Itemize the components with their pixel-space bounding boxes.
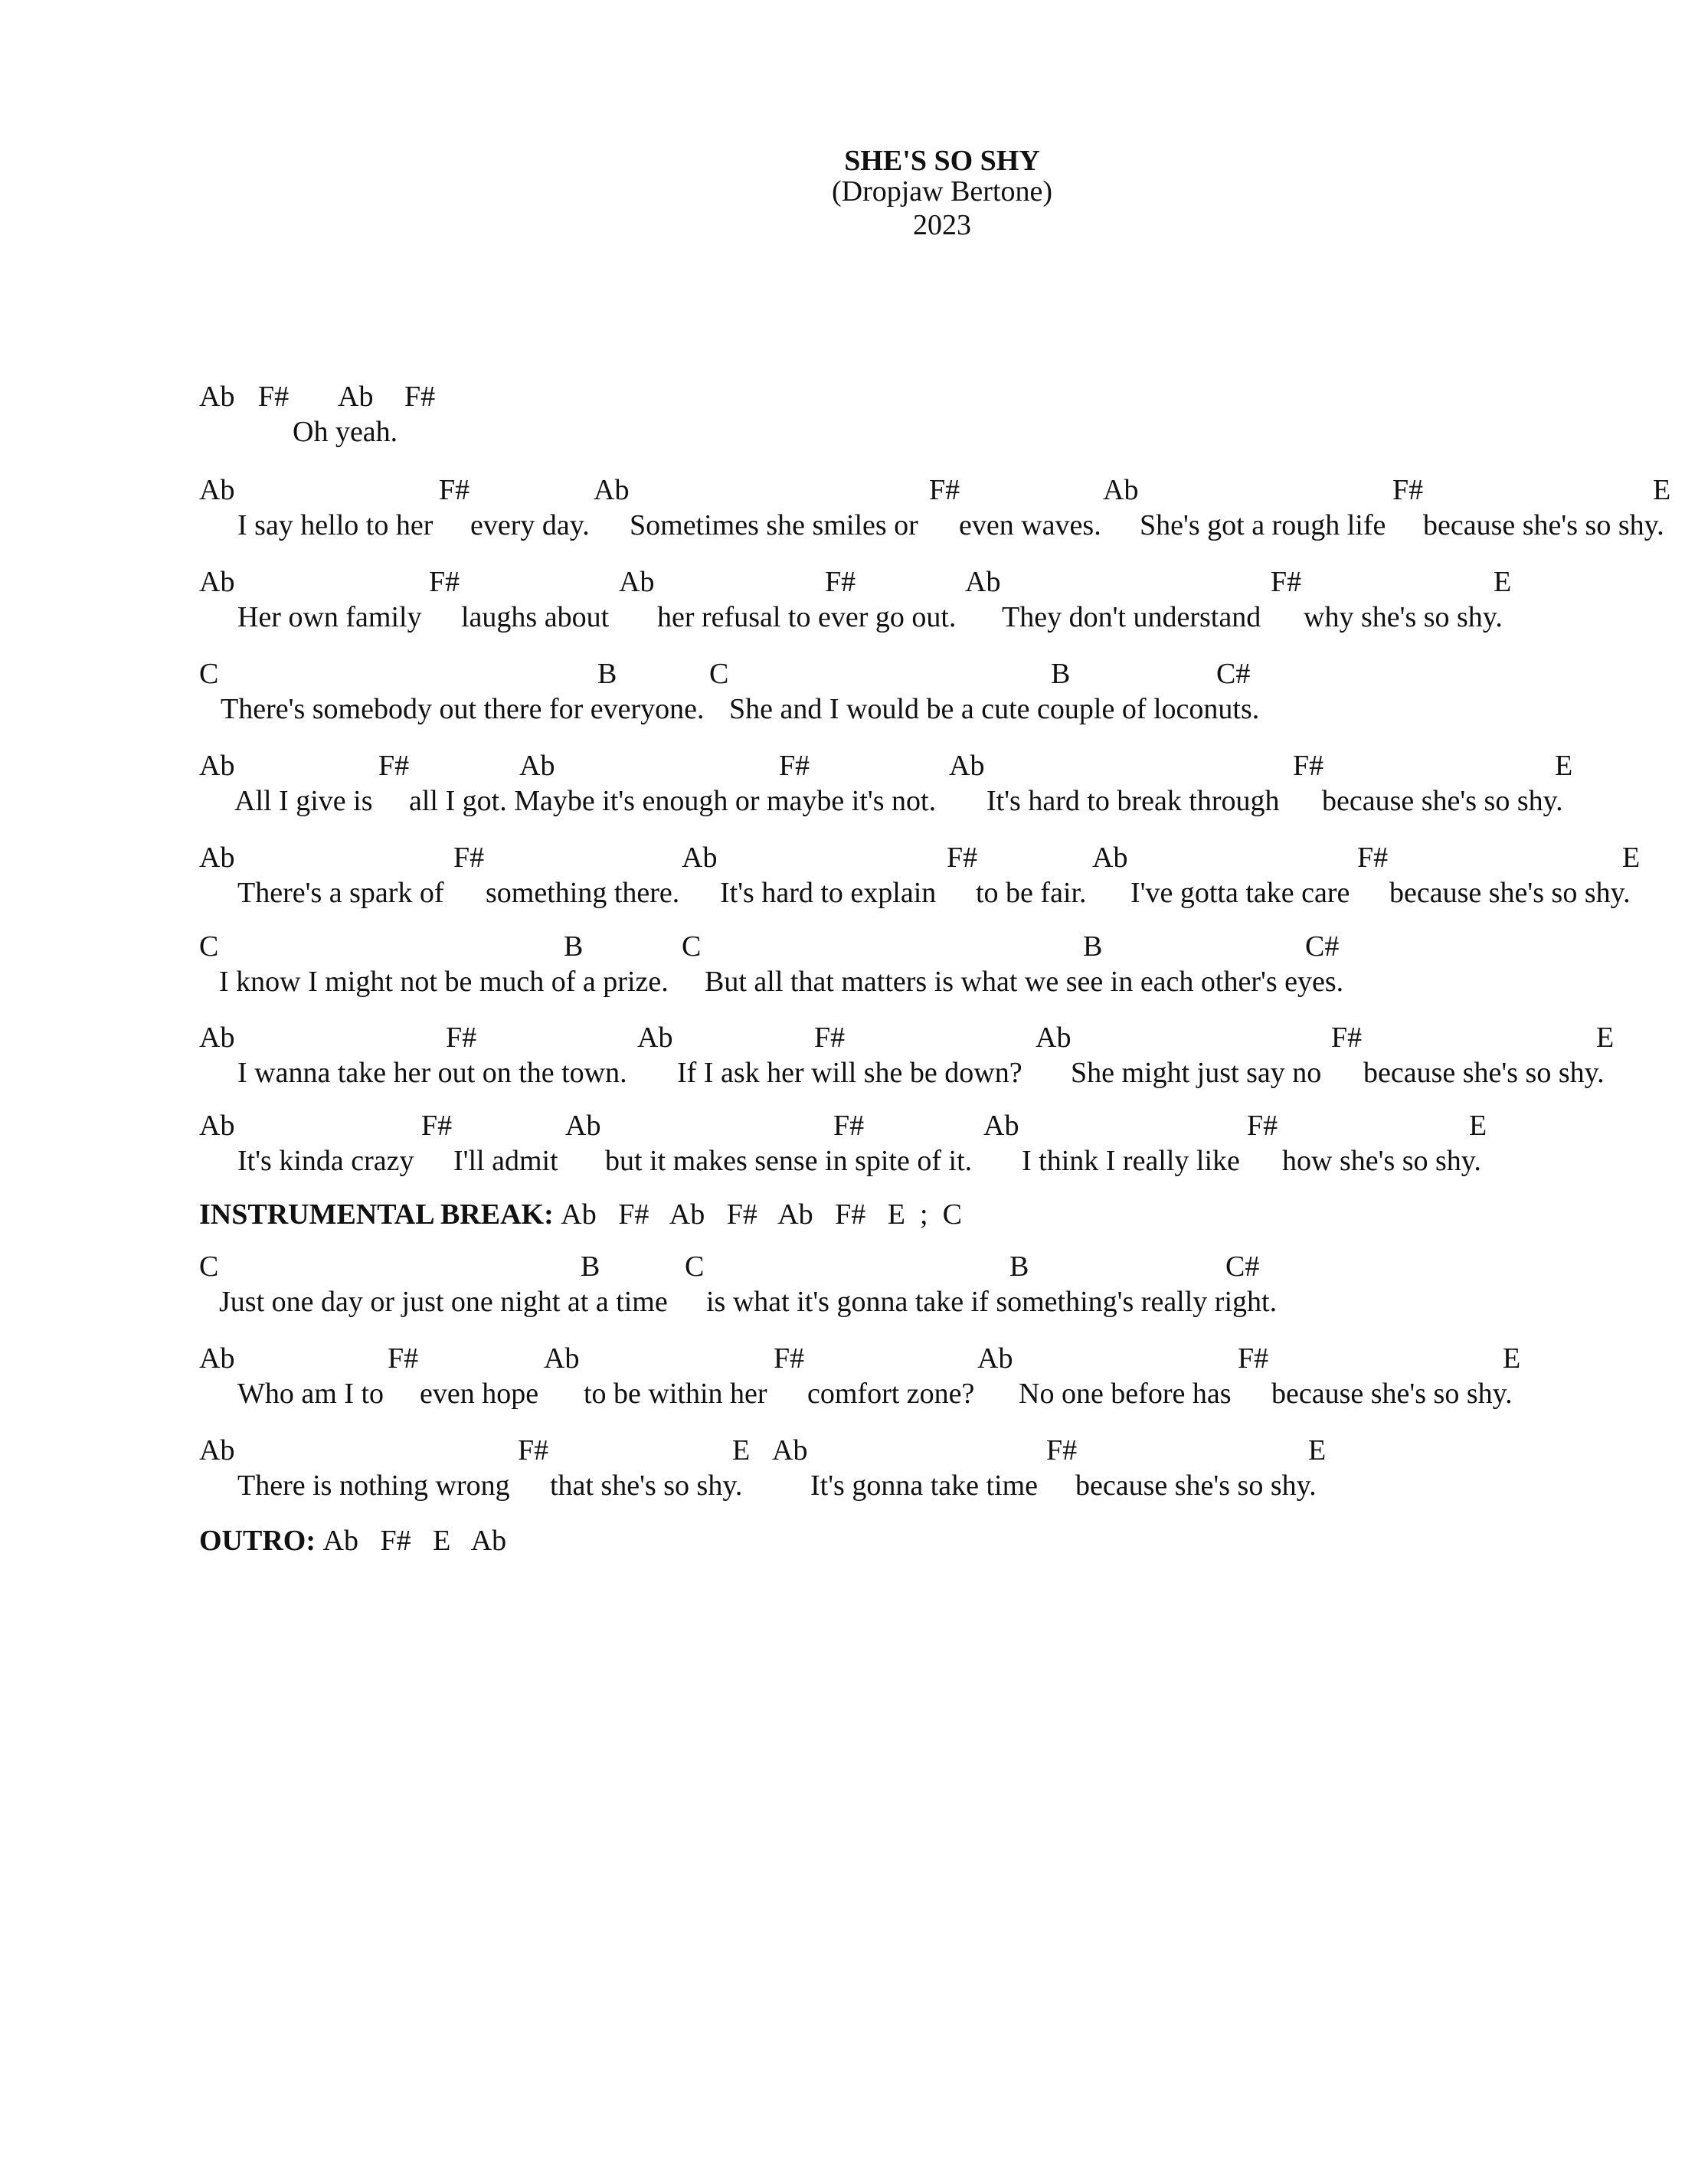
- chord: Ab: [519, 750, 555, 782]
- chord-line: [0, 841, 1685, 875]
- chord: Ab: [619, 566, 655, 598]
- chord: F#: [1392, 474, 1424, 506]
- lyric: There is nothing wrong: [237, 1470, 510, 1502]
- chord: E: [1653, 474, 1671, 506]
- chord: F#: [1357, 842, 1389, 874]
- lyric-line: [0, 1377, 1685, 1411]
- chord: E: [732, 1434, 751, 1466]
- lyric: because she's so shy.: [1363, 1057, 1605, 1089]
- chord-line: [0, 657, 1685, 691]
- lyric: There's somebody out there for everyone.: [221, 693, 705, 725]
- chord: C: [199, 930, 219, 963]
- chord: F#: [825, 566, 856, 598]
- chord: Ab: [637, 1022, 673, 1054]
- lyric: every day.: [470, 509, 590, 541]
- chord: Ab: [199, 1434, 235, 1466]
- chord: F#: [1271, 566, 1302, 598]
- lyric: Just one day or just one night at a time: [219, 1286, 668, 1318]
- lyric: why she's so shy.: [1304, 601, 1503, 633]
- chord: F#: [774, 1342, 805, 1375]
- lyric: No one before has: [1019, 1378, 1232, 1410]
- lyric: It's hard to explain: [720, 877, 937, 909]
- chord: Ab: [199, 842, 235, 874]
- chord: Ab: [1036, 1022, 1072, 1054]
- chord: F#: [1046, 1434, 1078, 1466]
- chord: C#: [1305, 930, 1340, 963]
- chord: E: [1503, 1342, 1521, 1375]
- lyric: It's gonna take time: [810, 1470, 1039, 1502]
- lyric: But all that matters is what we see in each other's eyes.: [705, 966, 1344, 998]
- lyric-line: [0, 415, 1685, 449]
- chord: Ab: [594, 474, 630, 506]
- lyric: She might just say no: [1071, 1057, 1322, 1089]
- chord: F#: [453, 842, 485, 874]
- lyric: It's kinda crazy: [237, 1145, 414, 1177]
- lyric: If I ask her will she be down?: [677, 1057, 1022, 1089]
- chord: Ab: [199, 474, 235, 506]
- lyric: I wanna take her out on the town.: [237, 1057, 627, 1089]
- lyric: She and I would be a cute couple of loconuts.: [729, 693, 1260, 725]
- chord: F#: [1247, 1110, 1278, 1142]
- lyric: I say hello to her: [237, 509, 434, 541]
- chord-line: [0, 380, 1685, 414]
- outro: [199, 1524, 506, 1558]
- lyric: Sometimes she smiles or: [630, 509, 918, 541]
- lyric: Who am I to: [237, 1378, 384, 1410]
- chord-line: [0, 1434, 1685, 1467]
- chord: Ab: [949, 750, 985, 782]
- chord: F#: [1293, 750, 1324, 782]
- chord: C: [709, 658, 729, 690]
- chord: Ab: [544, 1342, 580, 1375]
- chord: Ab: [965, 566, 1001, 598]
- chord: E: [1555, 750, 1573, 782]
- chord: Ab: [682, 842, 718, 874]
- lyric: but it makes sense in spite of it.: [605, 1145, 973, 1177]
- chord: Ab: [199, 1342, 235, 1375]
- chord: Ab: [338, 381, 374, 413]
- lyric: I've gotta take care: [1130, 877, 1350, 909]
- chord: Ab: [1092, 842, 1128, 874]
- outro-label: OUTRO:: [199, 1525, 323, 1557]
- chord: E: [1494, 566, 1512, 598]
- lyric-line: [0, 600, 1685, 634]
- chord: Ab: [565, 1110, 601, 1142]
- chord: B: [564, 930, 584, 963]
- lyric: I think I really like: [1022, 1145, 1240, 1177]
- chord: F#: [404, 381, 436, 413]
- lyric: Oh yeah.: [293, 416, 398, 448]
- chord: F#: [779, 750, 810, 782]
- chord: E: [1308, 1434, 1327, 1466]
- chord: C#: [1216, 658, 1251, 690]
- chord: Ab: [1103, 474, 1139, 506]
- song-title: SHE'S SO SHY: [844, 145, 1040, 177]
- lyric: laughs about: [461, 601, 610, 633]
- chord: F#: [388, 1342, 419, 1375]
- chord: Ab: [199, 566, 235, 598]
- lyric: She's got a rough life: [1140, 509, 1386, 541]
- chord: C: [685, 1251, 705, 1283]
- chord: Ab: [772, 1434, 808, 1466]
- lyric: because she's so shy.: [1075, 1470, 1317, 1502]
- lyric: to be fair.: [976, 877, 1087, 909]
- chord: F#: [929, 474, 960, 506]
- chord-line: [0, 1109, 1685, 1143]
- chord: F#: [439, 474, 470, 506]
- chord: B: [597, 658, 617, 690]
- lyric: all I got. Maybe it's enough or maybe it's not.: [409, 785, 937, 817]
- chord: E: [1622, 842, 1641, 874]
- chord: F#: [446, 1022, 477, 1054]
- chord: Ab: [199, 1110, 235, 1142]
- chord: Ab: [199, 1022, 235, 1054]
- lyric: is what it's gonna take if something's really right.: [706, 1286, 1278, 1318]
- chord: Ab: [199, 381, 235, 413]
- lyric: I'll admit: [453, 1145, 558, 1177]
- chord: F#: [429, 566, 460, 598]
- instrumental-label: INSTRUMENTAL BREAK:: [199, 1198, 561, 1231]
- lyric-line: [0, 876, 1685, 910]
- chord: F#: [258, 381, 290, 413]
- lyric: I know I might not be much of a prize.: [219, 966, 669, 998]
- chord: Ab: [977, 1342, 1013, 1375]
- lyric: because she's so shy.: [1271, 1378, 1513, 1410]
- chord: Ab: [199, 750, 235, 782]
- lyric-line: [0, 1469, 1685, 1502]
- lyric-line: [0, 965, 1685, 999]
- chord: C: [199, 658, 219, 690]
- chord: C: [199, 1251, 219, 1283]
- chord: E: [1596, 1022, 1615, 1054]
- chord: B: [1009, 1251, 1029, 1283]
- chord: F#: [814, 1022, 846, 1054]
- chord: F#: [1238, 1342, 1269, 1375]
- instrumental-chords: Ab F# Ab F# Ab F# E ; C: [561, 1198, 962, 1231]
- chord: C#: [1225, 1251, 1260, 1283]
- song-artist: (Dropjaw Bertone): [831, 175, 1053, 208]
- lyric: to be within her: [584, 1378, 767, 1410]
- lyric: because she's so shy.: [1423, 509, 1664, 541]
- chord-line: [0, 1250, 1685, 1283]
- lyric: because she's so shy.: [1322, 785, 1563, 817]
- lyric: even hope: [420, 1378, 539, 1410]
- lyric-line: [0, 1285, 1685, 1319]
- lyric-line: [0, 692, 1685, 726]
- lyric-line: [0, 508, 1685, 542]
- chord-line: [0, 749, 1685, 783]
- chord: B: [1083, 930, 1103, 963]
- chord: F#: [518, 1434, 549, 1466]
- chord-line: [0, 1021, 1685, 1054]
- chord: F#: [421, 1110, 453, 1142]
- chord: F#: [833, 1110, 865, 1142]
- song-year: 2023: [913, 209, 971, 241]
- lyric: because she's so shy.: [1389, 877, 1631, 909]
- chord: F#: [378, 750, 410, 782]
- lyric-line: [0, 1144, 1685, 1178]
- chord-line: [0, 1342, 1685, 1375]
- lyric: It's hard to break through: [986, 785, 1280, 817]
- lyric: comfort zone?: [807, 1378, 975, 1410]
- lyric-line: [0, 1056, 1685, 1090]
- lyric: They don't understand: [1002, 601, 1261, 633]
- lyric: Her own family: [237, 601, 422, 633]
- chord: Ab: [983, 1110, 1019, 1142]
- lyric: even waves.: [959, 509, 1101, 541]
- chord: F#: [947, 842, 978, 874]
- lyric: All I give is: [234, 785, 373, 817]
- lyric: her refusal to ever go out.: [657, 601, 957, 633]
- outro-chords: Ab F# E Ab: [322, 1525, 507, 1557]
- lyric: There's a spark of: [237, 877, 444, 909]
- chord: B: [1051, 658, 1071, 690]
- chord: F#: [1331, 1022, 1363, 1054]
- chord-line: [0, 473, 1685, 507]
- lyric: that she's so shy.: [550, 1470, 743, 1502]
- lyric: something there.: [486, 877, 680, 909]
- lyric-line: [0, 784, 1685, 818]
- chord: E: [1469, 1110, 1487, 1142]
- instrumental-break: [199, 1198, 962, 1231]
- chord-line: [0, 565, 1685, 599]
- chord-line: [0, 930, 1685, 963]
- lyric: how she's so shy.: [1282, 1145, 1481, 1177]
- chord: B: [581, 1251, 600, 1283]
- chord: C: [682, 930, 702, 963]
